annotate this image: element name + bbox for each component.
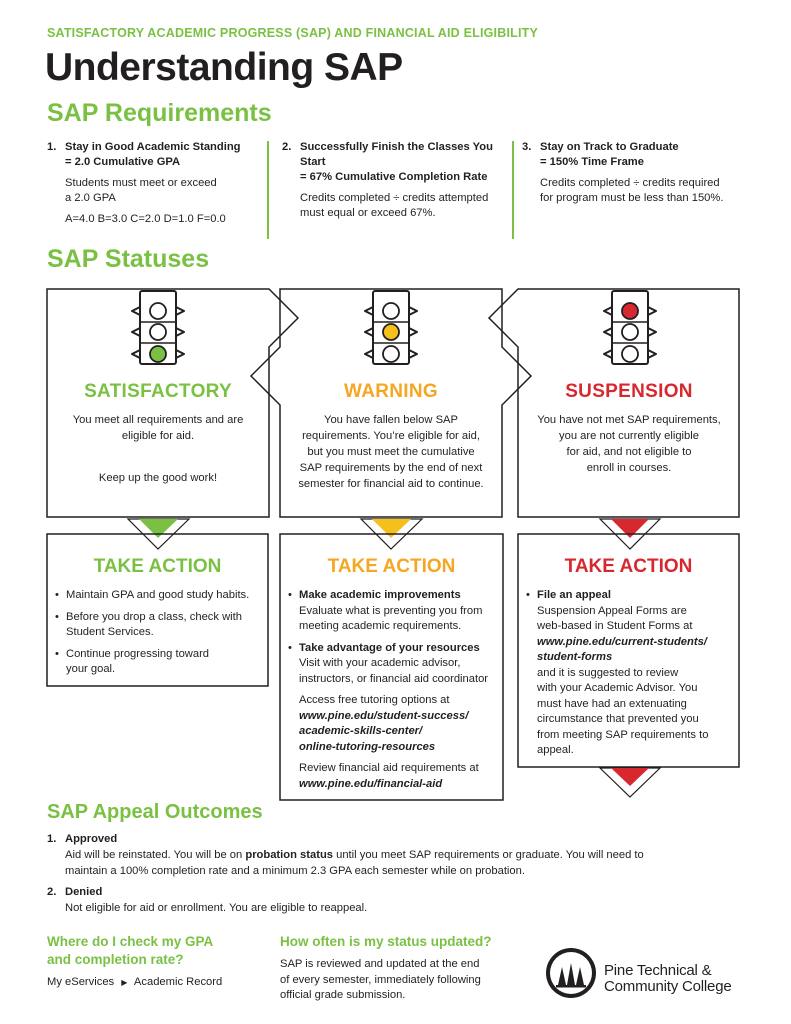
warning-text: You have fallen below SAP requirements. You’re eligible for aid, but you must meet the cumulative SAP requirements by the end of next semester for financial aid to continue.	[298, 414, 484, 490]
grade-scale: A=4.0 B=3.0 C=2.0 D=1.0 F=0.0	[65, 213, 226, 225]
satisfactory-text: You meet all requirements and are eligible for aid.	[72, 414, 244, 442]
list-item: • Maintain GPA and good study habits.	[55, 588, 265, 604]
traffic-light-yellow-icon	[365, 291, 417, 364]
faq-status	[280, 933, 510, 1004]
list-item: • File an appeal Suspension Appeal Forms are web-based in Student Forms at www.pine.edu/current-students/ student-forms and it is suggested to review with your Academic Advisor. You must have had an extenuating circumstance that prevented you from meeting SAP requirements to appeal.	[526, 588, 738, 759]
outcome-number: 1.	[47, 833, 57, 845]
student-forms-link[interactable]: www.pine.edu/current-students/ student-forms	[537, 635, 707, 663]
satisfactory-extra: Keep up the good work!	[98, 472, 218, 484]
caret-right-icon: ▶	[121, 978, 128, 987]
warning-title: WARNING	[344, 381, 438, 402]
document-kicker: SATISFACTORY ACADEMIC PROGRESS (SAP) AND FINANCIAL AID ELIGIBILITY	[47, 26, 539, 40]
outcome-title: Denied	[65, 886, 103, 898]
suspension-bottom-arrow	[600, 768, 660, 797]
faq-question: Where do I check my GPA and completion rate?	[47, 934, 214, 967]
suspension-title: SUSPENSION	[565, 381, 693, 402]
requirement-body: Credits completed ÷ credits attempted must equal or exceed 67%.	[300, 192, 489, 219]
pine-college-logo	[546, 948, 596, 998]
requirement-number: 1.	[47, 141, 57, 153]
requirement-title: Stay on Track to Graduate = 150% Time Frame	[540, 141, 679, 168]
faq-answer: SAP is reviewed and updated at the end of every semester, immediately following official grade submission.	[280, 958, 481, 1001]
statuses-heading: SAP Statuses	[47, 245, 210, 273]
faq-gpa	[47, 933, 257, 991]
satisfactory-action-title: TAKE ACTION	[93, 556, 222, 577]
requirement-number: 3.	[522, 141, 532, 153]
requirement-body: Credits completed ÷ credits required for program must be less than 150%.	[540, 177, 724, 204]
requirement-body: Students must meet or exceed a 2.0 GPA	[65, 177, 217, 204]
college-name: Pine Technical & Community College	[604, 962, 732, 995]
outcome-title: Approved	[65, 833, 118, 845]
requirement-title: Successfully Finish the Classes You Start = 67% Cumulative Completion Rate	[300, 141, 493, 183]
tutoring-link[interactable]: www.pine.edu/student-success/ academic-skills-center/ online-tutoring-resources	[299, 709, 469, 753]
outcome-description: Aid will be reinstated. You will be on probation status until you meet SAP requirements or graduate. You will need to maintain a 100% completion rate and a minimum 2.3 GPA each semester while on probation.	[65, 849, 644, 877]
outcome-approved	[47, 831, 747, 879]
requirement-number: 2.	[282, 141, 292, 153]
satisfactory-action-list	[55, 588, 265, 684]
traffic-light-green-icon	[132, 291, 184, 364]
list-item: • Continue progressing toward your goal.	[55, 647, 265, 678]
suspension-action-title: TAKE ACTION	[564, 556, 693, 577]
outcome-denied	[47, 884, 747, 916]
page-title: Understanding SAP	[45, 46, 403, 89]
suspension-text: You have not met SAP requirements, you are not currently eligible for aid, and not eligible to enroll in courses.	[537, 414, 721, 474]
appeal-heading: SAP Appeal Outcomes	[47, 801, 263, 823]
requirements-heading: SAP Requirements	[47, 99, 272, 127]
list-item: • Before you drop a class, check with Student Services.	[55, 610, 265, 641]
requirement-title: Stay in Good Academic Standing = 2.0 Cumulative GPA	[65, 141, 241, 168]
traffic-light-red-icon	[604, 291, 656, 364]
outcome-number: 2.	[47, 886, 57, 898]
faq-question: How often is my status updated?	[280, 934, 492, 949]
financial-aid-link[interactable]: www.pine.edu/financial-aid	[299, 777, 443, 790]
suspension-action-list	[526, 588, 738, 765]
satisfactory-title: SATISFACTORY	[84, 381, 232, 402]
list-item: • Make academic improvements Evaluate what is preventing you from meeting academic requirements.	[288, 588, 500, 635]
warning-action-list	[288, 588, 500, 798]
eservices-path: My eServices ▶ Academic Record	[47, 976, 223, 988]
warning-action-title: TAKE ACTION	[327, 556, 456, 577]
list-item: • Take advantage of your resources Visit with your academic advisor, instructors, or financial aid coordinator Access free tutoring options at www.pine.edu/student-success/ academic-skills-center/ online-tutoring-resources Review financial aid requirements at www.pine.edu/financial-aid	[288, 641, 500, 793]
outcome-description: Not eligible for aid or enrollment. You are eligible to reappeal.	[65, 902, 368, 914]
